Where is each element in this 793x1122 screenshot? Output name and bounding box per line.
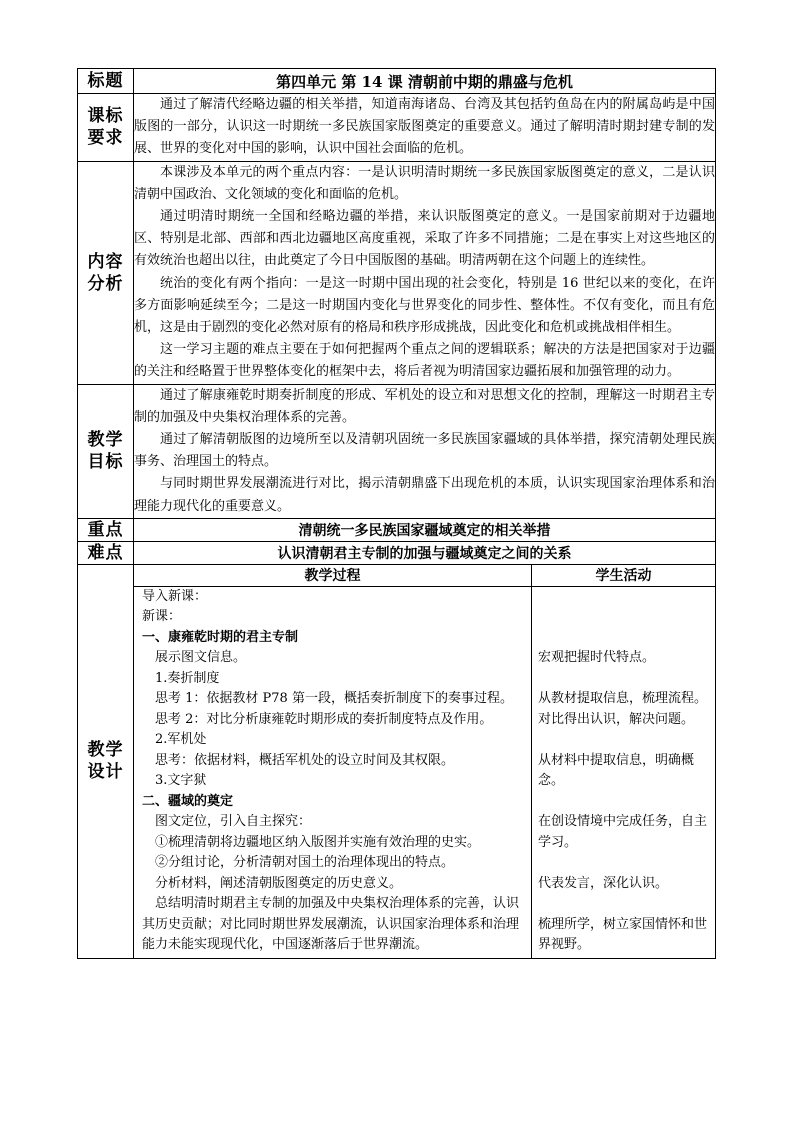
label-curriculum: [78, 94, 134, 162]
label-goals-text: 教学目标: [87, 430, 124, 473]
analysis-body: [134, 161, 716, 384]
label-key-point: 重点: [78, 518, 134, 541]
goals-paragraph: 通过了解清朝版图的边境所至以及清朝巩固统一多民族国家疆域的具体举措，探究清朝处理民族事务、治理国土的特点。: [134, 432, 715, 470]
process-line: 思考：依据材料，概括军机处的设立时间及其权限。: [155, 752, 455, 768]
design-cell: [134, 564, 716, 958]
section-heading: 一、康雍乾时期的君主专制: [142, 629, 299, 645]
key-point-text: 清朝统一多民族国家疆域奠定的相关举措: [134, 518, 716, 541]
label-design: [78, 564, 134, 958]
label-curriculum-text: 课标要求: [87, 106, 124, 149]
process-line-text: 思考 1：依据教材 P78 第一段，概括奏折制度下的奏事过程。: [155, 691, 513, 707]
process-line: 2.军机处: [155, 732, 207, 748]
analysis-paragraph: 统治的变化有两个指向：一是这一时期中国出现的社会变化，特别是 16 世纪以来的变化，在许多方面影响延续至今；二是这一时期国内变化与世界变化的同步性、整体性。不仅有变化，而且有危机，这是由于剧烈的变化必然对原有的格局和秩序形成挑战，因此变化和危机或挑战相伴相生。: [134, 275, 715, 336]
lesson-plan-table: [77, 68, 716, 959]
row-title: [78, 69, 716, 94]
row-curriculum: [78, 94, 716, 162]
section-heading: 二、疆域的奠定: [142, 793, 234, 809]
activity-item: 对比得出认识，解决问题。: [538, 711, 695, 727]
process-line-text: 思考 2：对比分析康雍乾时期形成的奏折制度特点及作用。: [155, 711, 493, 727]
label-goals: [78, 384, 134, 518]
process-line: 展示图文信息。: [155, 650, 247, 666]
activity-column: [532, 586, 716, 958]
analysis-paragraph: 通过明清时期统一全国和经略边疆的举措，来认识版图奠定的意义。一是国家前期对于边疆地区、特别是北部、西部和西北边疆地区高度重视，采取了许多不同措施；二是在事实上对这些地区的有效统治也超出以往，由此奠定了今日中国版图的基础。明清两朝在这个问题上的连续性。: [134, 209, 715, 269]
activity-header: 学生活动: [532, 565, 716, 587]
activity-item: 从教材提取信息，梳理流程。: [538, 691, 708, 707]
process-line: [134, 689, 531, 710]
lesson-title: 第四单元 第 14 课 清朝前中期的鼎盛与危机: [134, 69, 716, 94]
process-line: 导入新课：: [142, 588, 208, 604]
process-line: 新课：: [142, 609, 182, 625]
label-analysis-text: 内容分析: [87, 251, 124, 294]
row-difficulty: [78, 541, 716, 564]
row-goals: [78, 384, 716, 518]
process-line: ①梳理清朝将边疆地区纳入版图并实施有效治理的史实。: [155, 834, 481, 850]
curriculum-paragraph: 通过了解清代经略边疆的相关举措，知道南海诸岛、台湾及其包括钓鱼岛在内的附属岛屿是中国版图的一部分，认识这一时期统一多民族国家版图奠定的重要意义。通过了解明清时期封建专制的发展、世界的变化对中国的影响，认识中国社会面临的危机。: [134, 97, 715, 157]
goals-body: [134, 384, 716, 518]
row-design: [78, 564, 716, 958]
process-line: ②分组讨论，分析清朝对国土的治理体现出的特点。: [155, 855, 455, 871]
process-line: 3.文字狱: [155, 773, 207, 789]
activity-item: 梳理所学，树立家国情怀和世界视野。: [538, 916, 708, 953]
activity-item: 宏观把握时代特点。: [538, 650, 656, 666]
label-difficulty: 难点: [78, 541, 134, 564]
difficulty-text: 认识清朝君主专制的加强与疆域奠定之间的关系: [134, 541, 716, 564]
activity-item: 代表发言，深化认识。: [538, 875, 669, 891]
process-header: 教学过程: [134, 565, 532, 587]
row-key-point: [78, 518, 716, 541]
process-line-text: 总结明清时期君主专制的加强及中央集权治理体系的完善，认识其历史贡献；对比同时期世界发展潮流，认识国家治理体系和治理能力未能实现现代化，中国逐渐落后于世界潮流。: [142, 896, 520, 953]
design-table: [134, 565, 715, 958]
goals-paragraph: 通过了解康雍乾时期奏折制度的形成、军机处的设立和对思想文化的控制，理解这一时期君主专制的加强及中央集权治理体系的完善。: [134, 387, 715, 425]
analysis-paragraph: 这一学习主题的难点主要在于如何把握两个重点之间的逻辑联系；解决的方法是把国家对于边疆的关注和经略置于世界整体变化的框架中去，将后者视为明清国家边疆拓展和加强管理的动力。: [134, 342, 715, 380]
activity-item: 在创设情境中完成任务，自主学习。: [538, 814, 708, 850]
goals-paragraph: 与同时期世界发展潮流进行对比，揭示清朝鼎盛下出现危机的本质，认识实现国家治理体系和治理能力现代化的重要意义。: [134, 476, 715, 514]
lesson-plan-sheet: [77, 68, 716, 959]
activity-item: 从材料中提取信息，明确概念。: [538, 752, 695, 789]
process-line: 分析材料，阐述清朝版图奠定的历史意义。: [155, 875, 403, 891]
process-line: [134, 894, 531, 956]
label-design-text: 教学设计: [87, 740, 124, 783]
label-title: 标题: [78, 69, 134, 94]
analysis-paragraph: 本课涉及本单元的两个重点内容：一是认识明清时期统一多民族国家版图奠定的意义，二是认识清朝中国政治、文化领域的变化和面临的危机。: [134, 164, 715, 202]
process-line: [134, 710, 531, 731]
curriculum-body: [134, 94, 716, 162]
process-line: 图文定位，引入自主探究：: [155, 814, 312, 830]
process-line: 1.奏折制度: [155, 670, 220, 686]
label-analysis: [78, 161, 134, 384]
process-column: [134, 586, 532, 958]
row-analysis: [78, 161, 716, 384]
